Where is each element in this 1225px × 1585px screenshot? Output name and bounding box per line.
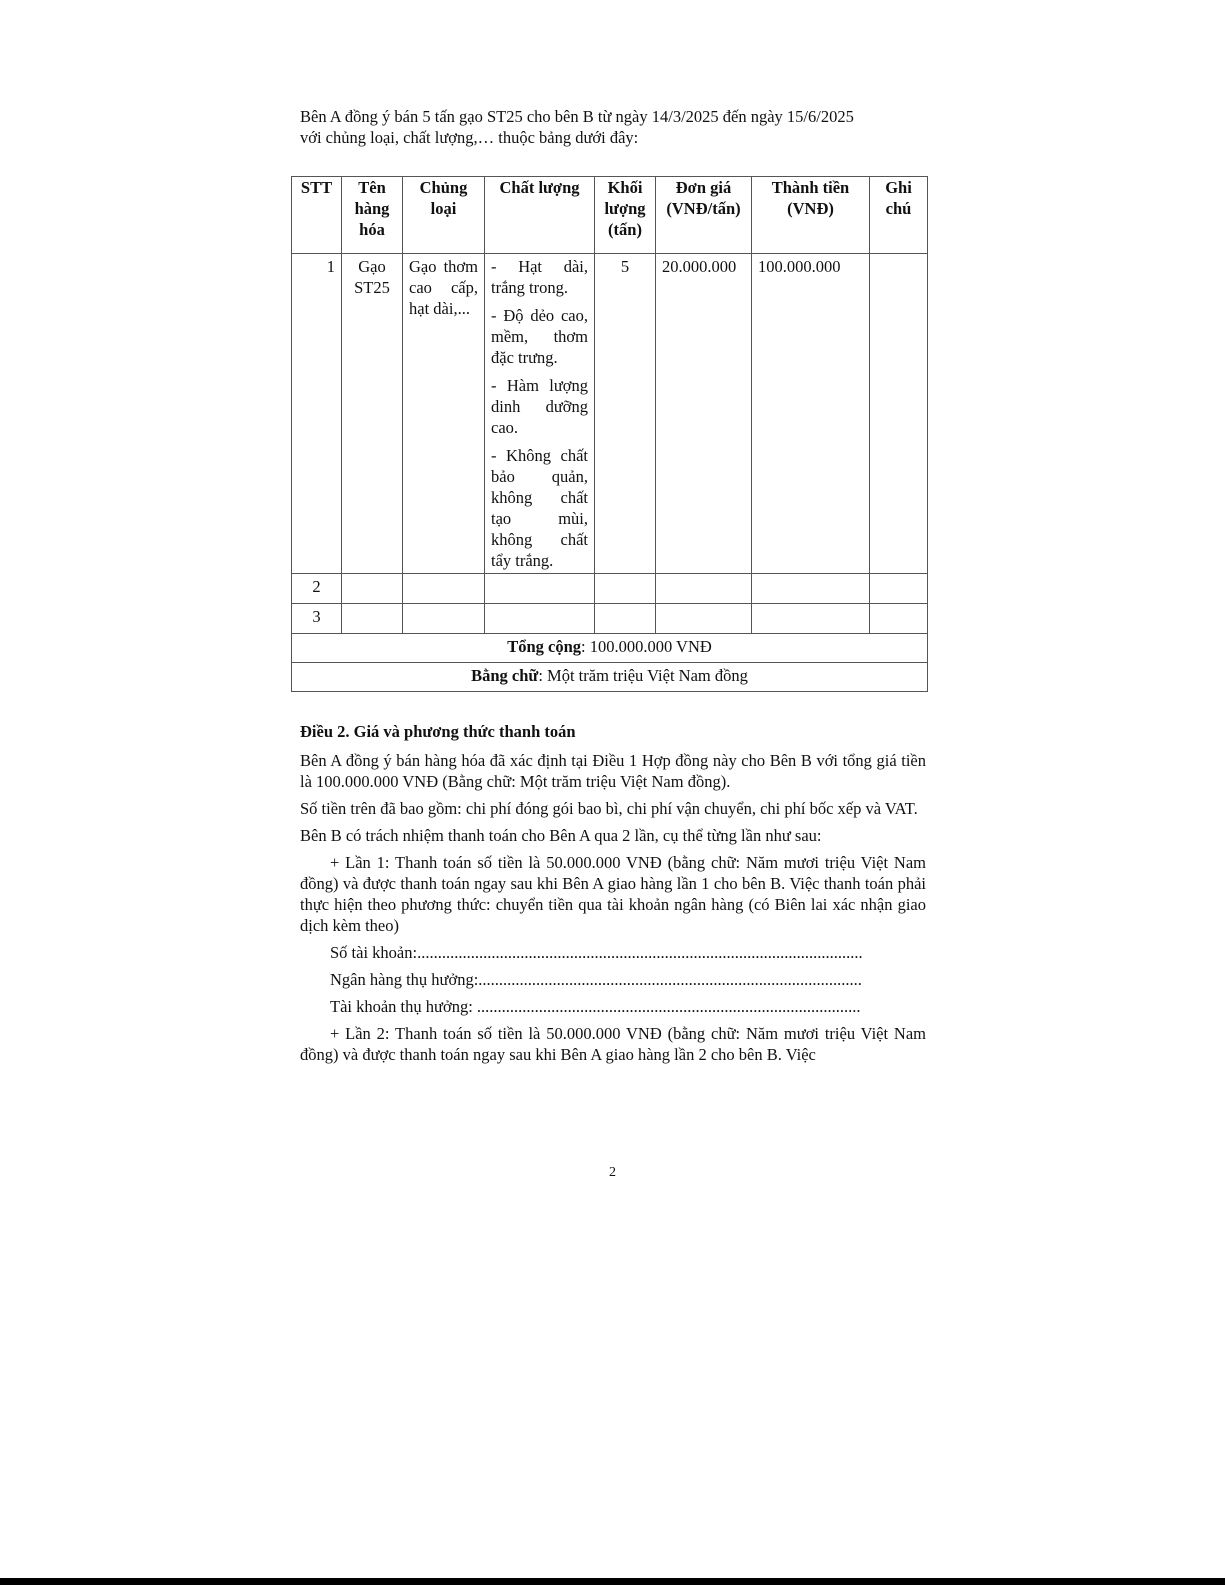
header-chung-loai: Chủng loại	[403, 177, 485, 254]
header-ten-hang-hoa: Tên hàng hóa	[342, 177, 403, 254]
table-row	[292, 604, 928, 634]
cell-thanh-tien: 100.000.000	[752, 254, 870, 574]
table-row	[292, 254, 928, 574]
cell-stt: 1	[292, 254, 342, 574]
dieu2-paragraph-1: Bên A đồng ý bán hàng hóa đã xác định tại Điều 1 Hợp đồng này cho Bên B với tổng giá tiền là 100.000.000 VNĐ (Bằng chữ: Một trăm triệu Việt Nam đồng).	[300, 751, 926, 791]
total-label: Tổng cộng	[507, 637, 581, 656]
header-stt: STT	[292, 177, 342, 254]
payment-lan-1: + Lần 1: Thanh toán số tiền là 50.000.000 VNĐ (bằng chữ: Năm mươi triệu Việt Nam đồng) và được thanh toán ngay sau khi Bên A giao hàng lần 1 cho bên B. Việc thanh toán phải thực hiện theo phương thức: chuyển tiền qua tài khoản ngân hàng (có Biên lai xác nhận giao dịch kèm theo)	[300, 853, 926, 935]
table-header-row	[292, 177, 928, 254]
dieu2-paragraph-2: Số tiền trên đã bao gồm: chi phí đóng gói bao bì, chi phí vận chuyển, chi phí bốc xếp và VAT.	[300, 799, 918, 818]
cell-ten-hang-hoa: Gạo ST25	[342, 254, 403, 574]
document-page	[300, 106, 926, 1071]
intro-paragraph	[300, 106, 926, 148]
header-thanh-tien: Thành tiền (VNĐ)	[752, 177, 870, 254]
quality-item: - Độ dẻo cao, mềm, thơm đặc trưng.	[491, 306, 588, 367]
total-value: : 100.000.000 VNĐ	[581, 637, 712, 656]
header-khoi-luong: Khối lượng (tấn)	[595, 177, 656, 254]
tai-khoan-line: Tài khoản thụ hưởng: .............................................................................................	[330, 997, 861, 1016]
quality-item: - Hàm lượng dinh dưỡng cao.	[491, 376, 588, 437]
dieu2-paragraph-3: Bên B có trách nhiệm thanh toán cho Bên A qua 2 lần, cụ thể từng lần như sau:	[300, 826, 822, 845]
cell-stt: 3	[292, 604, 342, 634]
quality-item: - Không chất bảo quản, không chất tạo mùi, không chất tẩy trắng.	[491, 446, 588, 570]
header-don-gia: Đơn giá (VNĐ/tấn)	[656, 177, 752, 254]
cell-chung-loai: Gạo thơm cao cấp, hạt dài,...	[403, 254, 485, 574]
table-row	[292, 574, 928, 604]
so-tai-khoan-line: Số tài khoản:............................................................................................................	[330, 943, 863, 962]
page-number: 2	[609, 1165, 616, 1180]
total-row	[292, 634, 928, 663]
page-bottom-border	[0, 1578, 1225, 1585]
quality-item: - Hạt dài, trắng trong.	[491, 257, 588, 297]
words-label: Bằng chữ	[471, 666, 539, 685]
words-value: : Một trăm triệu Việt Nam đồng	[538, 666, 748, 685]
section-heading-dieu-2: Điều 2. Giá và phương thức thanh toán	[300, 722, 576, 741]
cell-ghi-chu	[870, 254, 928, 574]
header-ghi-chu: Ghi chú	[870, 177, 928, 254]
header-chat-luong: Chất lượng	[485, 177, 595, 254]
intro-line-2: với chủng loại, chất lượng,… thuộc bảng dưới đây:	[300, 128, 639, 147]
ngan-hang-line: Ngân hàng thụ hưởng:.............................................................................................	[330, 970, 862, 989]
cell-khoi-luong: 5	[595, 254, 656, 574]
payment-lan-2: + Lần 2: Thanh toán số tiền là 50.000.000 VNĐ (bằng chữ: Năm mươi triệu Việt Nam đồng) và được thanh toán ngay sau khi Bên A giao hàng lần 2 cho bên B. Việc	[300, 1024, 926, 1064]
cell-stt: 2	[292, 574, 342, 604]
cell-don-gia: 20.000.000	[656, 254, 752, 574]
intro-line-1: Bên A đồng ý bán 5 tấn gạo ST25 cho bên B từ ngày 14/3/2025 đến ngày 15/6/2025	[300, 107, 854, 126]
words-row	[292, 663, 928, 692]
cell-chat-luong	[485, 254, 595, 574]
goods-table	[291, 176, 928, 692]
